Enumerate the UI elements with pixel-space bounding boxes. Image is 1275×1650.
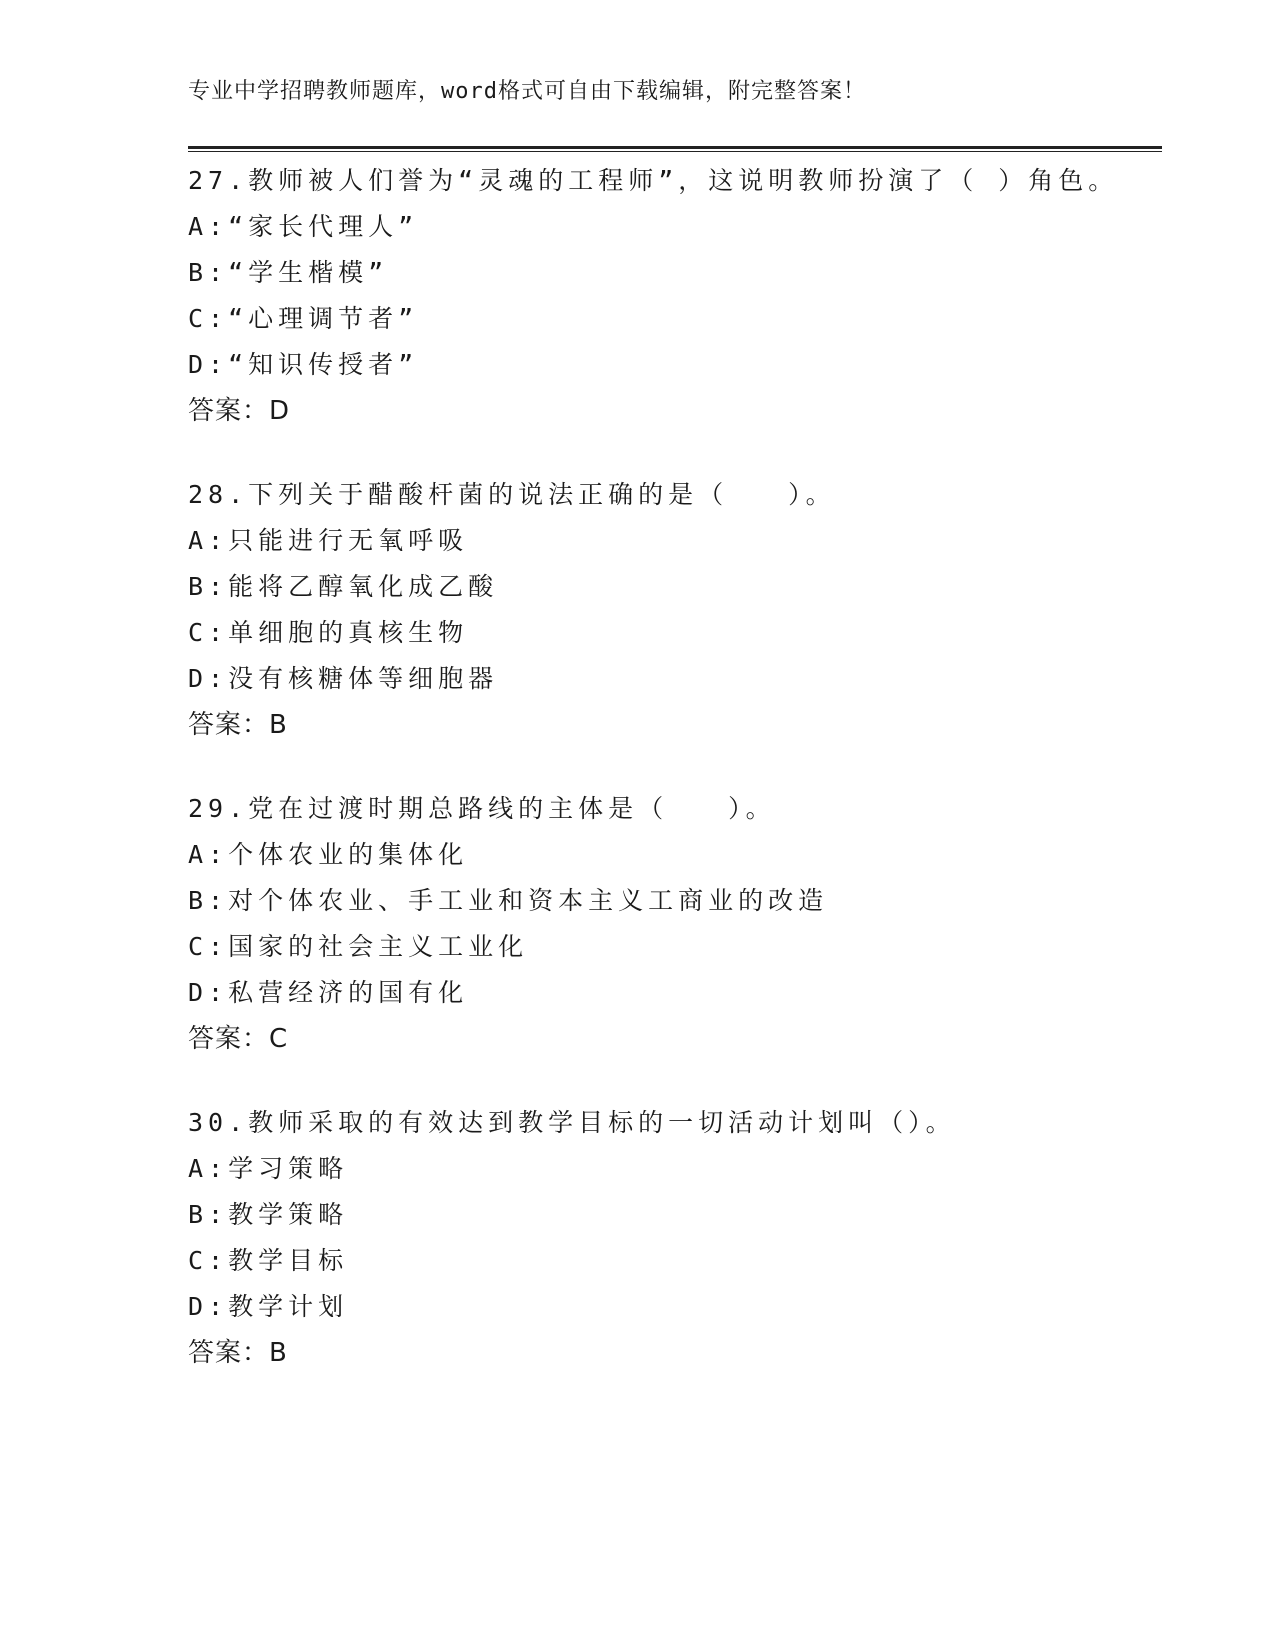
option-a: A:“家长代理人” bbox=[188, 212, 419, 241]
question-stem: 30.教师采取的有效达到教学目标的一切活动计划叫（）。 bbox=[188, 1108, 956, 1137]
question-list bbox=[188, 158, 1162, 1414]
answer-key: 答案：C bbox=[188, 1024, 289, 1054]
question-stem: 29.党在过渡时期总路线的主体是（ ）。 bbox=[188, 794, 776, 823]
answer-key: 答案：B bbox=[188, 710, 288, 740]
question-28 bbox=[188, 472, 1162, 748]
option-b: B:对个体农业、手工业和资本主义工商业的改造 bbox=[188, 886, 829, 915]
question-30 bbox=[188, 1100, 1162, 1376]
answer-key: 答案：D bbox=[188, 396, 291, 426]
option-b: B:“学生楷模” bbox=[188, 258, 389, 287]
option-d: D:私营经济的国有化 bbox=[188, 978, 469, 1007]
option-d: D:教学计划 bbox=[188, 1292, 349, 1321]
question-27 bbox=[188, 158, 1162, 434]
header-divider bbox=[188, 146, 1162, 152]
option-b: B:教学策略 bbox=[188, 1200, 349, 1229]
option-b: B:能将乙醇氧化成乙酸 bbox=[188, 572, 499, 601]
option-c: C:单细胞的真核生物 bbox=[188, 618, 469, 647]
option-a: A:只能进行无氧呼吸 bbox=[188, 526, 469, 555]
question-stem: 28.下列关于醋酸杆菌的说法正确的是（ ）。 bbox=[188, 480, 836, 509]
option-d: D:“知识传授者” bbox=[188, 350, 419, 379]
option-c: C:国家的社会主义工业化 bbox=[188, 932, 529, 961]
page-header: 专业中学招聘教师题库，word格式可自由下载编辑，附完整答案！ bbox=[188, 79, 866, 104]
option-c: C:“心理调节者” bbox=[188, 304, 419, 333]
option-a: A:学习策略 bbox=[188, 1154, 349, 1183]
answer-key: 答案：B bbox=[188, 1338, 288, 1368]
question-29 bbox=[188, 786, 1162, 1062]
option-a: A:个体农业的集体化 bbox=[188, 840, 469, 869]
option-d: D:没有核糖体等细胞器 bbox=[188, 664, 499, 693]
question-stem: 27.教师被人们誉为“灵魂的工程师”，这说明教师扮演了（ ）角色。 bbox=[188, 166, 1119, 195]
option-c: C:教学目标 bbox=[188, 1246, 349, 1275]
